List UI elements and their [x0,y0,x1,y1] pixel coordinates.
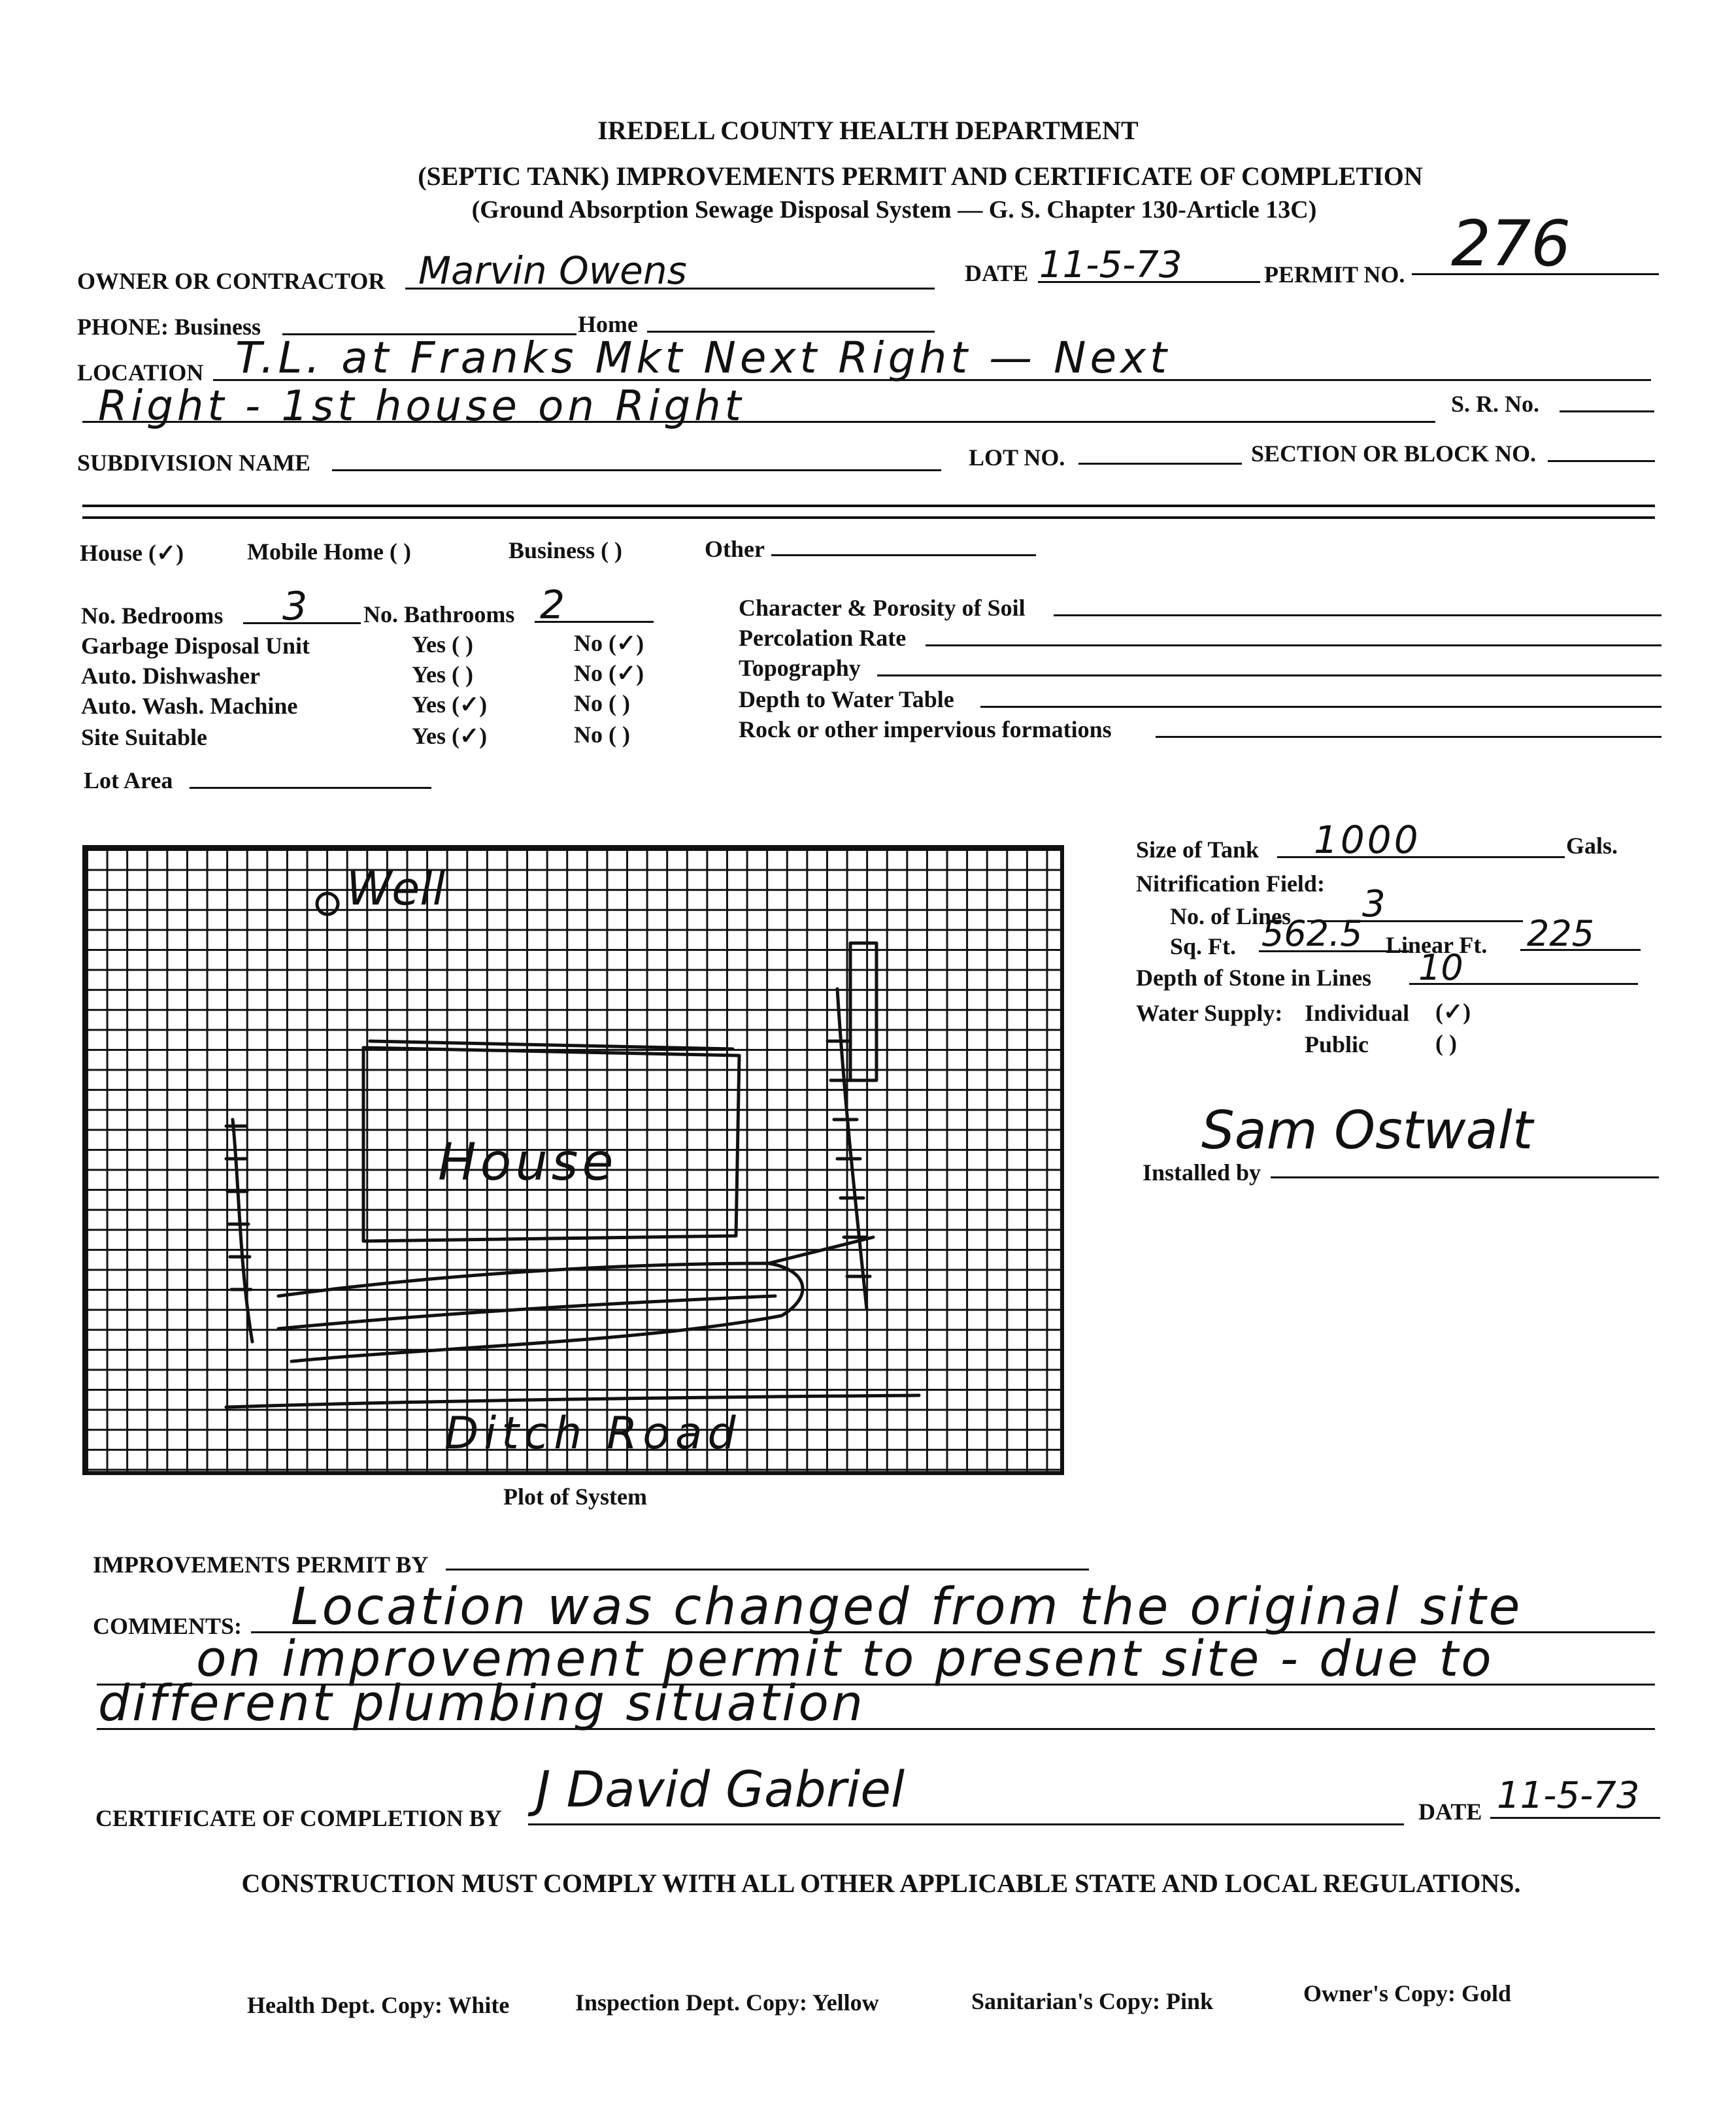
subdivision-line [332,469,941,471]
sr-no-label: S. R. No. [1451,391,1540,417]
rock-label: Rock or other impervious formations [739,716,1112,742]
copy-health-dept: Health Dept. Copy: White [247,1992,510,2018]
check-no-dishwasher: No (✓) [574,660,644,686]
form-subtitle: (Ground Absorption Sewage Disposal System — G. S. Chapter 130-Article 13C) [471,196,1317,224]
divider-rule-2 [82,516,1655,519]
divider-rule-1 [82,505,1655,507]
sr-no-line [1560,410,1654,412]
owner-value: Marvin Owens [418,248,687,293]
section-label: SECTION OR BLOCK NO. [1251,441,1537,467]
other-label: Other [705,536,765,562]
bathrooms-value: 2 [540,582,565,628]
certificate-line [528,1823,1404,1825]
improvements-permit-label: IMPROVEMENTS PERMIT BY [93,1552,429,1578]
plot-label-road: Ditch Road [444,1408,741,1459]
location-label: LOCATION [77,359,204,386]
lot-no-label: LOT NO. [969,444,1065,471]
form-title: (SEPTIC TANK) IMPROVEMENTS PERMIT AND CERTIFICATE OF COMPLETION [418,161,1423,191]
comments-text-1: Location was changed from the original site [291,1578,1523,1637]
check-label-dishwasher: Auto. Dishwasher [81,663,261,689]
soil-character-label: Character & Porosity of Soil [739,595,1026,621]
improvements-permit-line [446,1569,1089,1571]
water-supply-public-mark: ( ) [1435,1030,1457,1056]
tank-unit: Gals. [1566,833,1618,859]
section-line [1548,460,1655,462]
water-supply-public-label: Public [1305,1031,1369,1057]
check-label-washer: Auto. Wash. Machine [81,693,298,719]
owner-label: OWNER OR CONTRACTOR [77,268,386,294]
phone-label: PHONE: Business [77,314,261,340]
plot-caption: Plot of System [503,1484,647,1510]
certificate-date-line [1490,1817,1660,1819]
location-value-1: T.L. at Franks Mkt Next Right — Next [235,333,1171,383]
check-yes-site: Yes (✓) [412,723,488,749]
business-option: Business ( ) [509,537,623,563]
percolation-label: Percolation Rate [739,625,907,651]
topography-label: Topography [739,655,861,681]
water-table-label: Depth to Water Table [739,686,954,712]
check-no-washer: No ( ) [574,690,630,716]
sqft-value: 562.5 [1261,913,1363,954]
house-option: House (✓) [80,540,184,566]
bathrooms-label: No. Bathrooms [363,601,515,627]
installed-by-label: Installed by [1143,1159,1261,1186]
comments-label: COMMENTS: [93,1613,242,1639]
check-yes-washer: Yes (✓) [412,691,488,718]
permit-label: PERMIT NO. [1264,261,1405,288]
check-label-site: Site Suitable [81,724,208,750]
copy-sanitarian: Sanitarian's Copy: Pink [971,1988,1214,2014]
certificate-date-label: DATE [1418,1799,1482,1825]
water-supply-label: Water Supply: [1136,1000,1283,1026]
water-table-line [980,706,1661,708]
stone-depth-value: 10 [1418,947,1463,988]
certificate-date-value: 11-5-73 [1497,1774,1640,1817]
installed-by-line [1271,1176,1659,1178]
permit-value: 276 [1451,207,1571,280]
phone-home-label: Home [578,311,638,337]
linear-ft-label: Linear Ft. [1386,932,1488,958]
plot-label-house: House [438,1133,618,1192]
comments-text-3: different plumbing situation [98,1674,866,1732]
rock-line [1156,736,1661,738]
lines-count-label: No. of Lines [1170,903,1292,929]
check-no-site: No ( ) [574,722,630,748]
bedrooms-label: No. Bedrooms [81,603,224,629]
department-title: IREDELL COUNTY HEALTH DEPARTMENT [597,116,1139,145]
check-yes-garbage: Yes ( ) [412,631,473,657]
topography-line [877,674,1661,676]
check-no-garbage: No (✓) [574,630,644,656]
copy-owner: Owner's Copy: Gold [1303,1980,1512,2006]
water-supply-individual-label: Individual [1305,1000,1410,1026]
percolation-line [926,644,1661,646]
bedrooms-value: 3 [282,584,308,629]
comments-text-2: on improvement permit to present site - due to [196,1629,1494,1687]
installed-by-value: Sam Ostwalt [1201,1100,1533,1161]
sqft-label: Sq. Ft. [1170,933,1237,959]
soil-character-line [1054,614,1661,616]
copy-inspection-dept: Inspection Dept. Copy: Yellow [575,1989,879,2016]
lot-area-label: Lot Area [84,767,173,793]
check-yes-dishwasher: Yes ( ) [412,661,473,688]
tank-size-value: 1000 [1314,818,1421,862]
subdivision-label: SUBDIVISION NAME [77,450,311,476]
tank-size-label: Size of Tank [1136,837,1260,863]
stone-depth-label: Depth of Stone in Lines [1136,965,1372,991]
certificate-signature: J David Gabriel [536,1760,905,1818]
linear-ft-value: 225 [1527,913,1595,954]
lines-count-value: 3 [1362,883,1386,925]
mobile-home-option: Mobile Home ( ) [247,539,411,565]
location-value-2: Right - 1st house on Right [98,382,745,431]
certificate-label: CERTIFICATE OF COMPLETION BY [95,1805,502,1831]
nitrification-label: Nitrification Field: [1136,871,1325,897]
lot-no-line [1078,463,1242,465]
check-label-garbage: Garbage Disposal Unit [81,633,310,659]
date-label: DATE [965,260,1029,286]
water-supply-individual-mark: (✓) [1435,999,1471,1025]
plot-label-well: Well [346,862,446,916]
date-value: 11-5-73 [1039,244,1182,286]
regulation-notice: CONSTRUCTION MUST COMPLY WITH ALL OTHER APPLICABLE STATE AND LOCAL REGULATIONS. [241,1869,1521,1898]
lot-area-line [190,787,431,789]
other-line [771,554,1036,556]
